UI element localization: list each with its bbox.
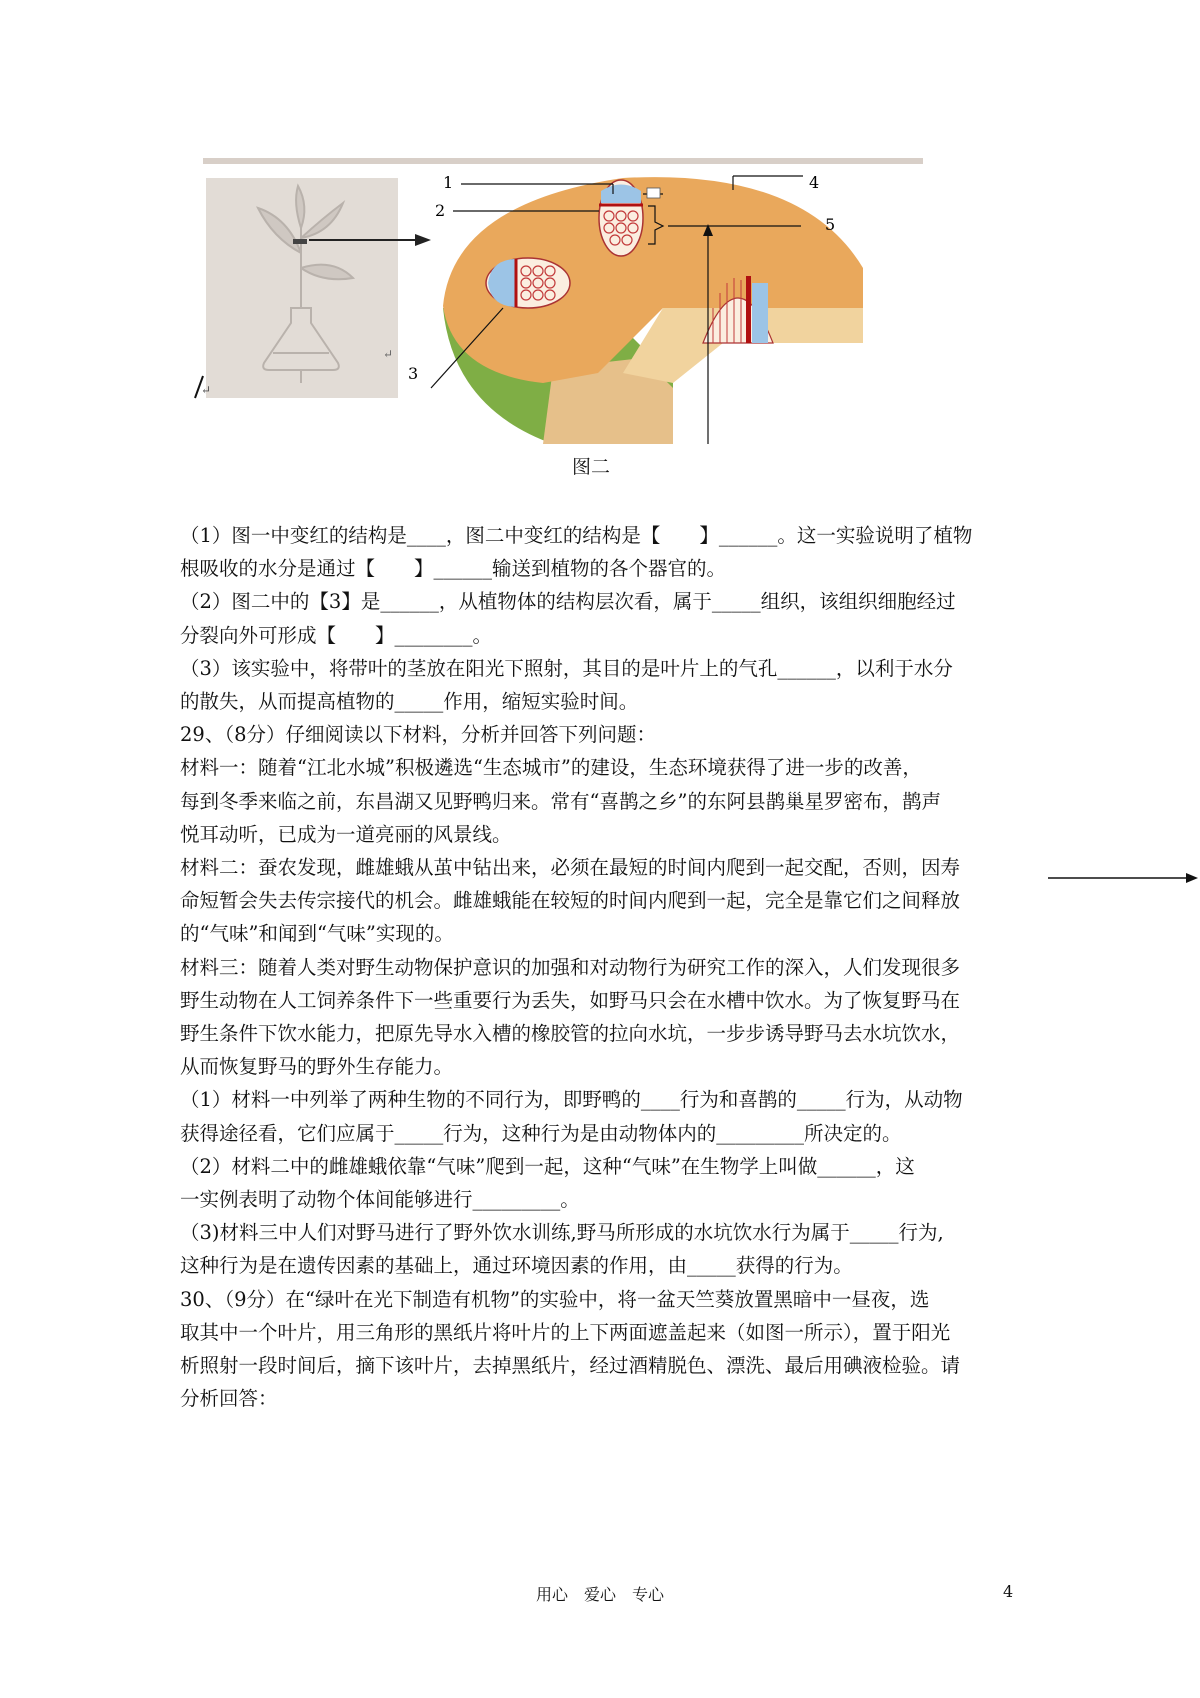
figure-top-strip [203,158,923,164]
text-line: 的散失，从而提高植物的_____作用，缩短实验时间。 [180,690,639,714]
text-line: 析照射一段时间后，摘下该叶片，去掉黑纸片，经过酒精脱色、漂洗、最后用碘液检验。请 [180,1354,961,1378]
footer-motto: 用心 爱心 专心 [536,1585,665,1604]
label-pointer-box [647,188,660,198]
text-line: 命短暂会失去传宗接代的机会。雌雄蛾能在较短的时间内爬到一起，完全是靠它们之间释放 [180,889,961,913]
figure-label-1: 1 [443,173,454,192]
cambium-longitudinal [746,276,751,343]
text-line: 30、（9分）在“绿叶在光下制造有机物”的实验中，将一盆天竺葵放置黑暗中一昼夜，选 [180,1287,930,1311]
text-line: 29、（8分）仔细阅读以下材料，分析并回答下列问题： [180,723,656,747]
page-number: 4 [1003,1582,1014,1601]
text-line: 从而恢复野马的野外生存能力。 [180,1055,454,1079]
margin-arrow [1048,870,1198,886]
text-line: 材料二：蚕农发现，雌雄蛾从茧中钻出来，必须在最短的时间内爬到一起交配，否则，因寿 [180,856,961,880]
phloem-longitudinal [752,283,768,343]
figure-label-3: 3 [408,364,419,383]
question-text [180,519,1020,1415]
text-line: 材料一：随着“江北水城”积极遴选“生态城市”的建设，生态环境获得了进一步的改善， [180,756,922,780]
text-line: 根吸收的水分是通过【 】______输送到植物的各个器官的。 [180,557,727,581]
text-line: 野生动物在人工饲养条件下一些重要行为丢失，如野马只会在水槽中饮水。为了恢复野马在 [180,988,961,1012]
text-line: 悦耳动听，已成为一道亮丽的风景线。 [180,822,512,846]
stem-cross-section-figure [203,158,923,444]
text-line: 一实例表明了动物个体间能够进行_________。 [180,1188,580,1212]
photo-cursor-mark: ↵ [383,347,394,361]
stem-marker [293,239,307,244]
text-line: （1）图一中变红的结构是____，图二中变红的结构是【 】______。这一实验说明了植物 [180,524,973,547]
figure-label-4: 4 [809,173,820,192]
text-line: （3)材料三中人们对野马进行了野外饮水训练,野马所形成的水坑饮水行为属于_____行为, [180,1221,944,1245]
text-line: 野生条件下饮水能力，把原先导水入槽的橡胶管的拉向水坑，一步步诱导野马去水坑饮水， [180,1022,961,1046]
text-line: （2）材料二中的雌雄蛾依靠“气味”爬到一起，这种“气味”在生物学上叫做______，这 [180,1154,915,1178]
figure-arrow-head [415,234,431,246]
text-line: 取其中一个叶片，用三角形的黑纸片将叶片的上下两面遮盖起来（如图一所示），置于阳光 [180,1320,951,1344]
text-line: 的“气味”和闻到“气味”实现的。 [180,922,454,946]
figure-caption: 图二 [572,456,611,478]
text-line: 材料三：随着人类对野生动物保护意识的加强和对动物行为研究工作的深入，人们发现很多 [180,955,961,979]
text-line: （2）图二中的【3】是______，从植物体的结构层次看，属于_____组织，该组织细胞经过 [180,590,956,614]
text-line: 这种行为是在遗传因素的基础上，通过环境因素的作用，由_____获得的行为。 [180,1254,853,1278]
figure-label-2: 2 [435,201,446,220]
figure-label-5: 5 [825,215,836,234]
text-line: 分裂向外可形成【 】________。 [180,623,493,647]
text-line: 获得途径看，它们应属于_____行为，这种行为是由动物体内的_________所决定的。 [180,1121,902,1145]
text-line: 每到冬季来临之前，东昌湖又见野鸭归来。常有“喜鹊之乡”的东阿县鹊巢星罗密布，鹊声 [180,789,941,813]
text-line: （1）材料一中列举了两种生物的不同行为，即野鸭的____行为和喜鹊的_____行为，从动物 [180,1088,963,1112]
text-line: （3）该实验中，将带叶的茎放在阳光下照射，其目的是叶片上的气孔______，以利于水分 [180,656,953,680]
photo-return-mark: ↵ [201,383,212,397]
text-line: 分析回答： [180,1387,278,1411]
